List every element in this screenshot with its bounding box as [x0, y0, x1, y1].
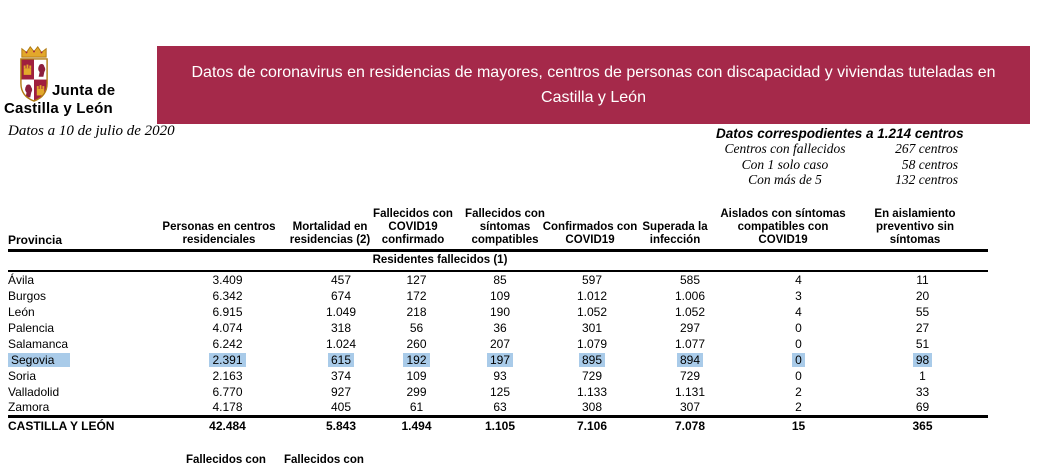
column-header-aislados: Aislados con síntomas compatibles con COVID19 — [720, 208, 846, 246]
summary-label: Con más de 5 — [748, 172, 822, 187]
value-cell: 299 — [406, 384, 427, 399]
total-value-cell: 365 — [857, 417, 988, 435]
value-cell: 1.052 — [576, 304, 608, 319]
value-cell: 457 — [330, 272, 352, 287]
table-row-leon — [8, 304, 988, 320]
table-row-burgos — [8, 288, 988, 304]
column-header-mortalidad: Mortalidad en residencias (2) — [289, 221, 371, 246]
province-cell: Salamanca — [8, 336, 69, 351]
summary-value: 267 centros — [895, 141, 958, 156]
province-cell: Ávila — [8, 272, 35, 287]
value-cell: 218 — [406, 304, 427, 319]
next-table-header-partial-2: Fallecidos con — [284, 454, 364, 465]
province-cell: León — [8, 304, 35, 319]
value-cell: 4 — [795, 272, 802, 287]
table-row-segovia-highlighted — [8, 352, 988, 368]
province-cell: Burgos — [8, 288, 47, 303]
total-value-cell: 7.078 — [640, 417, 740, 435]
value-cell: 98 — [857, 352, 988, 368]
value-cell: 127 — [406, 272, 427, 287]
value-cell: 2 — [795, 384, 802, 399]
value-cell: 2.391 — [150, 352, 305, 368]
value-cell: 11 — [916, 272, 929, 287]
value-cell: 3 — [795, 288, 802, 303]
value-cell: 27 — [915, 320, 930, 335]
value-cell: 55 — [915, 304, 930, 319]
column-header-superada: Superada la infección — [642, 221, 708, 246]
next-table-header-partial-1: Fallecidos con — [186, 454, 266, 465]
summary-value: 132 centros — [895, 172, 958, 187]
table-row-zamora — [8, 400, 988, 417]
junta-logo — [4, 44, 156, 120]
value-cell: 318 — [330, 320, 352, 335]
column-header-confirmados: Confirmados con COVID19 — [542, 221, 638, 246]
total-value-cell: 5.843 — [305, 417, 377, 435]
value-cell: 0 — [795, 336, 802, 351]
value-cell: 585 — [679, 272, 701, 287]
value-cell: 307 — [679, 400, 701, 414]
total-value-cell: 1.105 — [456, 417, 544, 435]
table-row-soria — [8, 368, 988, 384]
value-cell: 4.178 — [212, 400, 243, 414]
province-cell: Zamora — [8, 400, 50, 414]
value-cell: 6.342 — [212, 288, 243, 303]
total-label-cell: CASTILLA Y LEÓN — [8, 417, 150, 435]
value-cell: 109 — [406, 368, 427, 383]
section-header: Residentes fallecidos (1) — [372, 254, 508, 266]
value-cell: 63 — [493, 400, 507, 414]
value-cell: 729 — [581, 368, 603, 383]
province-cell: Segovia — [8, 352, 150, 368]
column-header-provincia: Provincia — [8, 233, 63, 247]
column-header-fallecidos-covid: Fallecidos con COVID19 confirmado — [373, 208, 453, 246]
value-cell: 927 — [330, 384, 352, 399]
value-cell: 51 — [915, 336, 930, 351]
total-value-cell: 7.106 — [544, 417, 640, 435]
value-cell: 0 — [795, 368, 802, 383]
province-cell: Soria — [8, 368, 37, 383]
summary-row — [716, 157, 962, 173]
value-cell: 1.049 — [325, 304, 357, 319]
value-cell: 61 — [409, 400, 424, 414]
value-cell: 615 — [305, 352, 377, 368]
value-cell: 4 — [795, 304, 802, 319]
summary-label: Centros con fallecidos — [724, 141, 846, 156]
table-total-row — [8, 417, 988, 435]
value-cell: 2.163 — [212, 368, 243, 383]
value-cell: 1 — [919, 368, 926, 383]
summary-value: 58 centros — [901, 156, 958, 172]
page-title: Datos de coronavirus en residencias de mayores, centros de personas con discapacidad y viviendas tuteladas en Castilla y León — [191, 64, 996, 106]
value-cell: 0 — [740, 352, 857, 368]
table-header — [0, 197, 1037, 249]
value-cell: 1.052 — [674, 304, 706, 319]
header-divider-thick — [8, 249, 988, 252]
value-cell: 20 — [915, 288, 930, 303]
logo-text-line2: Castilla y León — [4, 100, 113, 117]
total-value-cell: 1.494 — [377, 417, 456, 435]
column-header-aislamiento: En aislamiento preventivo sin síntomas — [874, 208, 956, 246]
value-cell: 3.409 — [212, 272, 243, 287]
table-row-avila — [8, 272, 988, 288]
value-cell: 6.242 — [212, 336, 243, 351]
value-cell: 374 — [330, 368, 352, 383]
value-cell: 895 — [544, 352, 640, 368]
summary-title: Datos correspodientes a 1.214 centros — [716, 126, 964, 141]
value-cell: 69 — [915, 400, 930, 414]
value-cell: 308 — [581, 400, 603, 414]
value-cell: 1.024 — [325, 336, 357, 351]
value-cell: 125 — [489, 384, 511, 399]
value-cell: 1.079 — [576, 336, 608, 351]
value-cell: 1.077 — [674, 336, 706, 351]
value-cell: 894 — [640, 352, 740, 368]
summary-row — [716, 172, 962, 188]
value-cell: 4.074 — [212, 320, 243, 335]
column-header-personas: Personas en centros residenciales — [162, 221, 276, 246]
table-row-valladolid — [8, 384, 988, 400]
value-cell: 36 — [493, 320, 507, 335]
value-cell: 405 — [330, 400, 352, 414]
value-cell: 207 — [489, 336, 511, 351]
summary-label: Con 1 solo caso — [741, 156, 829, 172]
value-cell: 1.012 — [576, 288, 608, 303]
value-cell: 197 — [456, 352, 544, 368]
value-cell: 172 — [406, 288, 427, 303]
value-cell: 93 — [493, 368, 507, 383]
covid-table — [8, 272, 988, 435]
value-cell: 109 — [489, 288, 511, 303]
value-cell: 297 — [679, 320, 701, 335]
value-cell: 56 — [409, 320, 424, 335]
province-cell: Palencia — [8, 320, 55, 335]
value-cell: 1.131 — [674, 384, 706, 399]
value-cell: 85 — [493, 272, 507, 287]
value-cell: 6.915 — [212, 304, 243, 319]
value-cell: 2 — [795, 400, 802, 414]
value-cell: 33 — [915, 384, 930, 399]
value-cell: 190 — [489, 304, 511, 319]
value-cell: 6.770 — [212, 384, 243, 399]
value-cell: 674 — [330, 288, 352, 303]
logo-text-line1: Junta de — [52, 82, 116, 99]
value-cell: 0 — [795, 320, 802, 335]
summary-row — [716, 141, 962, 157]
centers-summary — [716, 126, 962, 188]
province-cell: Valladolid — [8, 384, 60, 399]
total-value-cell: 42.484 — [150, 417, 305, 435]
value-cell: 1.006 — [674, 288, 706, 303]
column-header-fallecidos-sintomas: Fallecidos con síntomas compatibles — [465, 208, 545, 246]
table-row-salamanca — [8, 336, 988, 352]
title-banner — [157, 46, 1030, 124]
value-cell: 301 — [581, 320, 603, 335]
table-row-palencia — [8, 320, 988, 336]
total-value-cell: 15 — [740, 417, 857, 435]
value-cell: 729 — [679, 368, 701, 383]
value-cell: 1.133 — [576, 384, 608, 399]
date-note: Datos a 10 de julio de 2020 — [8, 123, 175, 139]
value-cell: 260 — [406, 336, 427, 351]
value-cell: 597 — [581, 272, 603, 287]
value-cell: 192 — [377, 352, 456, 368]
coat-of-arms-icon — [17, 44, 51, 102]
